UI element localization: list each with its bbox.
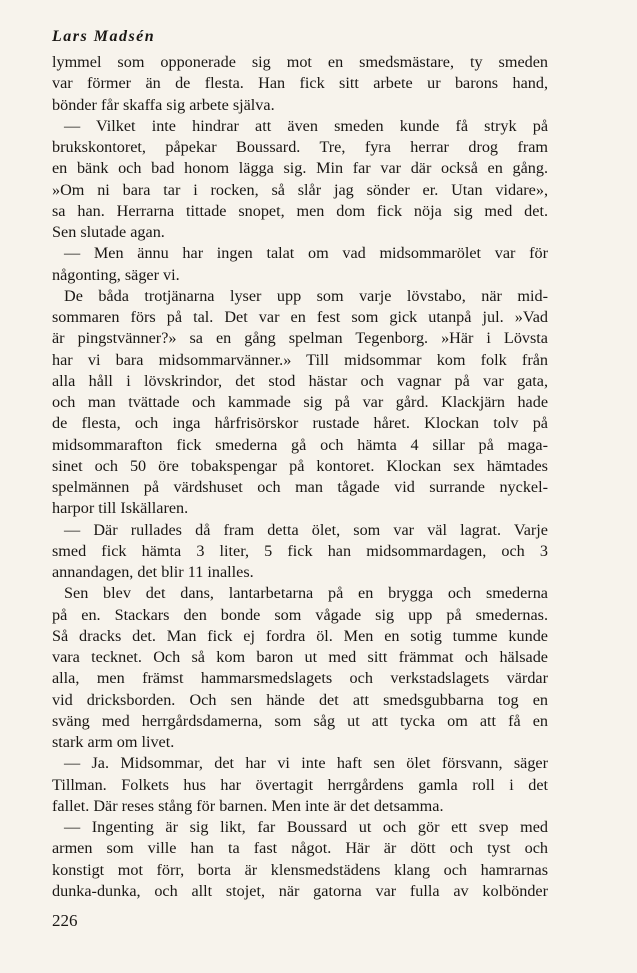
text-line: armen som ville han ta fast något. Här är dött och tyst och <box>52 839 548 858</box>
text-line: smed fick hämta 3 liter, 5 fick han midsommardagen, och 3 <box>52 541 548 560</box>
text-line: midsommarafton fick smederna gå och hämta 4 sillar på maga- <box>52 435 548 454</box>
text-line: fallet. Där reses stång för barnen. Men inte är det detsamma. <box>52 796 444 815</box>
text-line: var förmer än de flesta. Han fick sitt arbete ur barons hand, <box>52 74 548 93</box>
text-line: sommaren förs på tal. Det var en fest som gick utanpå jul. »Vad <box>52 308 548 326</box>
text-line: har vi bara midsommarvänner.» Till midsommar kom folk från <box>52 350 548 369</box>
text-line: vara tecknet. Och så kom baron ut med sitt främmat och hälsade <box>52 648 548 666</box>
text-line: — Ja. Midsommar, det har vi inte haft sen ölet försvann, säger <box>64 754 548 773</box>
text-line: vid dricksborden. Och sen hände det att smedsgubbarna tog en <box>52 690 548 709</box>
text-line: alla, men främst hammarsmedslagets och verkstadslagets värdar <box>52 669 548 688</box>
text-line: annandagen, det blir 11 inalles. <box>52 563 254 581</box>
text-line: »Om ni bara tar i rocken, så slår jag sönder er. Utan vidare», <box>52 180 548 199</box>
text-line: på en. Stackars den bonde som vågade sig upp på smedernas. <box>52 605 548 624</box>
text-line: stark arm om livet. <box>52 733 175 751</box>
text-line: De båda trotjänarna lyser upp som varje lövstabo, när mid- <box>64 286 548 305</box>
text-line: någonting, säger vi. <box>52 265 180 284</box>
text-line: brukskontoret, påpekar Boussard. Tre, fyra herrar drog fram <box>52 138 548 156</box>
text-line: lymmel som opponerade sig mot en smedsmästare, ty smeden <box>52 53 548 71</box>
text-line: — Där rullades då fram detta ölet, som var väl lagrat. Varje <box>64 520 548 539</box>
text-line: och man tvättade och kammade sig på var gård. Klackjärn hade <box>52 393 548 411</box>
text-line: sa han. Herrarna tittade snopet, men dom fick nöja sig med det. <box>52 201 548 220</box>
text-line: harpor till Iskällaren. <box>52 499 189 518</box>
text-line: dunka-dunka, och allt stojet, när gatorna var fulla av kolbönder <box>52 881 548 900</box>
text-line: — Vilket inte hindrar att även smeden kunde få stryk på <box>64 116 548 135</box>
text-line: sinet och 50 öre tobakspengar på kontoret. Klockan sex hämtades <box>52 456 548 475</box>
text-line: alla håll i lövskrindor, det stod hästar och vagnar på var gata, <box>52 371 548 390</box>
text-line: sväng med herrgårdsdamerna, som såg ut att tycka om att få en <box>52 711 548 730</box>
running-head: Lars Madsén <box>52 28 156 45</box>
text-line: spelmännen på värdshuset och man tågade vid surrande nyckel- <box>52 478 548 496</box>
text-line: bönder får skaffa sig arbete själva. <box>52 95 275 114</box>
text-line: är pingstvänner?» sa en gång spelman Tegenborg. »Här i Lövsta <box>52 329 548 348</box>
body-text <box>52 52 548 902</box>
text-line: Så dracks det. Man fick ej fordra öl. Men en sotig tumme kunde <box>52 626 548 645</box>
text-line: de flesta, och inga hårfrisörskor rustade håret. Klockan tolv på <box>52 414 548 433</box>
text-line: konstigt mot förr, borta är klensmedstädens klang och hamrarnas <box>52 860 548 879</box>
text-line: — Men ännu har ingen talat om vad midsommarölet var för <box>64 244 548 263</box>
text-line: — Ingenting är sig likt, far Boussard ut och gör ett svep med <box>64 818 548 836</box>
text-line: Tillman. Folkets hus har övertagit herrgårdens gamla roll i det <box>52 775 548 794</box>
text-line: Sen slutade agan. <box>52 223 165 241</box>
text-line: Sen blev det dans, lantarbetarna på en brygga och smederna <box>64 584 548 603</box>
page-number: 226 <box>52 911 78 930</box>
text-line: en bänk och bad honom lägga sig. Min far var där också en gång. <box>52 159 548 178</box>
